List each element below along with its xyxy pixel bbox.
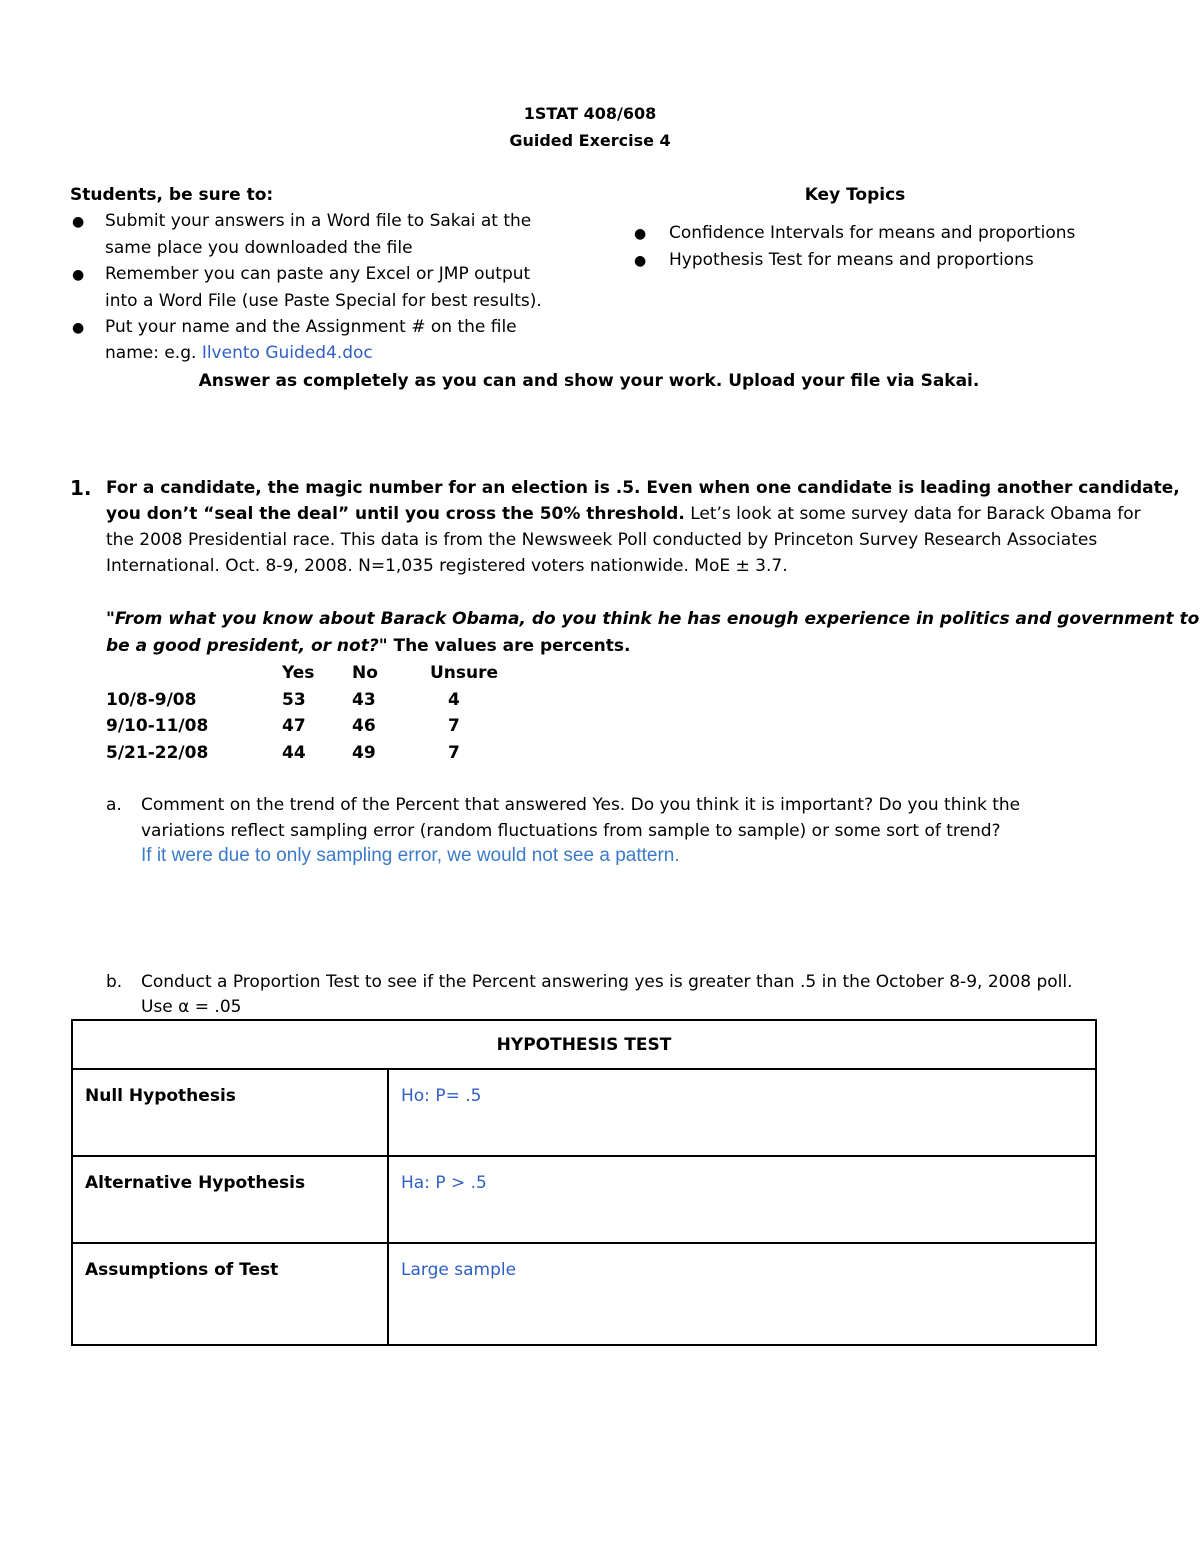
part-a-label: a. [106,795,122,815]
poll-date: 5/21-22/08 [106,742,209,763]
hypothesis-value[interactable]: Ho: P= .5 [388,1069,1096,1156]
hypothesis-value[interactable]: Ha: P > .5 [388,1156,1096,1243]
bullet-icon: ● [72,267,85,283]
poll-yes: 47 [282,716,306,737]
hypothesis-table-title: HYPOTHESIS TEST [72,1020,1096,1069]
instruction-item-3-line2 [105,343,373,363]
table-row [106,740,510,767]
example-filename: Ilvento Guided4.doc [201,343,373,363]
poll-date: 9/10-11/08 [106,716,209,737]
part-b-line-1: Conduct a Proportion Test to see if the Percent answering yes is greater than .5 in the October 8-9, 2008 poll. [141,972,1073,992]
question-line-3: the 2008 Presidential race. This data is from the Newsweek Poll conducted by Princeton Survey Research Associates [106,530,1098,550]
survey-quote-text: be a good president, or not?" [106,636,388,656]
survey-quote-line-1: "From what you know about Barack Obama, do you think he has enough experience in politics and government to [106,609,1200,629]
part-b-line-2: Use α = .05 [141,997,242,1017]
poll-no: 46 [352,716,376,737]
survey-quote-line-2 [106,636,630,656]
exercise-title: Guided Exercise 4 [509,131,671,150]
poll-table [106,660,510,766]
question-line-2-emphasis: you don’t “seal the deal” until you cross the 50% threshold. [106,504,685,524]
table-row [72,1156,1096,1243]
table-row [106,713,510,740]
bullet-icon: ● [72,214,85,230]
directive-text: Answer as completely as you can and show your work. Upload your file via Sakai. [198,371,980,391]
hypothesis-label: Alternative Hypothesis [72,1156,388,1243]
poll-unsure: 7 [448,716,460,737]
poll-header-yes: Yes [282,663,315,684]
key-topic-item: Hypothesis Test for means and proportions [669,250,1034,270]
hypothesis-value[interactable]: Large sample [388,1243,1096,1345]
question-line-2-rest: Let’s look at some survey data for Barack Obama for [684,504,1141,524]
table-row [72,1069,1096,1156]
instruction-item-1-line1: Submit your answers in a Word file to Sakai at the [105,211,532,231]
hypothesis-label: Assumptions of Test [72,1243,388,1345]
poll-yes: 44 [282,742,306,763]
question-line-1: For a candidate, the magic number for an election is .5. Even when one candidate is leading another candidate, [106,478,1180,498]
instruction-item-1-line2: same place you downloaded the file [105,238,413,258]
hypothesis-label: Null Hypothesis [72,1069,388,1156]
poll-header-no: No [352,663,378,684]
bullet-icon: ● [634,253,647,269]
key-topics-heading: Key Topics [804,185,906,205]
part-a-line-1: Comment on the trend of the Percent that answered Yes. Do you think it is important? Do you think the [141,795,1021,815]
bullet-icon: ● [72,320,85,336]
poll-no: 43 [352,689,376,710]
course-title: 1STAT 408/608 [523,104,657,123]
instructions-heading: Students, be sure to: [70,185,274,205]
table-row [72,1243,1096,1345]
poll-date: 10/8-9/08 [106,689,197,710]
bullet-icon: ● [634,226,647,242]
question-number: 1. [70,476,92,500]
instruction-item-3-line1: Put your name and the Assignment # on the file [105,317,517,337]
part-a-line-2: variations reflect sampling error (random fluctuations from sample to sample) or some sort of trend? [141,821,1001,841]
question-line-4: International. Oct. 8-9, 2008. N=1,035 registered voters nationwide. MoE ± 3.7. [106,556,788,576]
hypothesis-table [71,1019,1097,1346]
survey-quote-suffix: The values are percents. [387,636,631,656]
instruction-item-2-line2: into a Word File (use Paste Special for best results). [105,291,542,311]
poll-table-header [106,660,510,687]
part-a-answer: If it were due to only sampling error, we would not see a pattern. [141,845,680,866]
poll-header-unsure: Unsure [430,663,499,684]
poll-no: 49 [352,742,376,763]
poll-unsure: 4 [448,689,460,710]
key-topic-item: Confidence Intervals for means and proportions [669,223,1076,243]
poll-unsure: 7 [448,742,460,763]
instruction-item-2-line1: Remember you can paste any Excel or JMP output [105,264,531,284]
question-line-2 [106,504,1141,524]
instruction-item-3-prefix: name: e.g. [105,343,197,363]
table-row [106,687,510,714]
part-b-label: b. [106,972,123,992]
poll-yes: 53 [282,689,306,710]
